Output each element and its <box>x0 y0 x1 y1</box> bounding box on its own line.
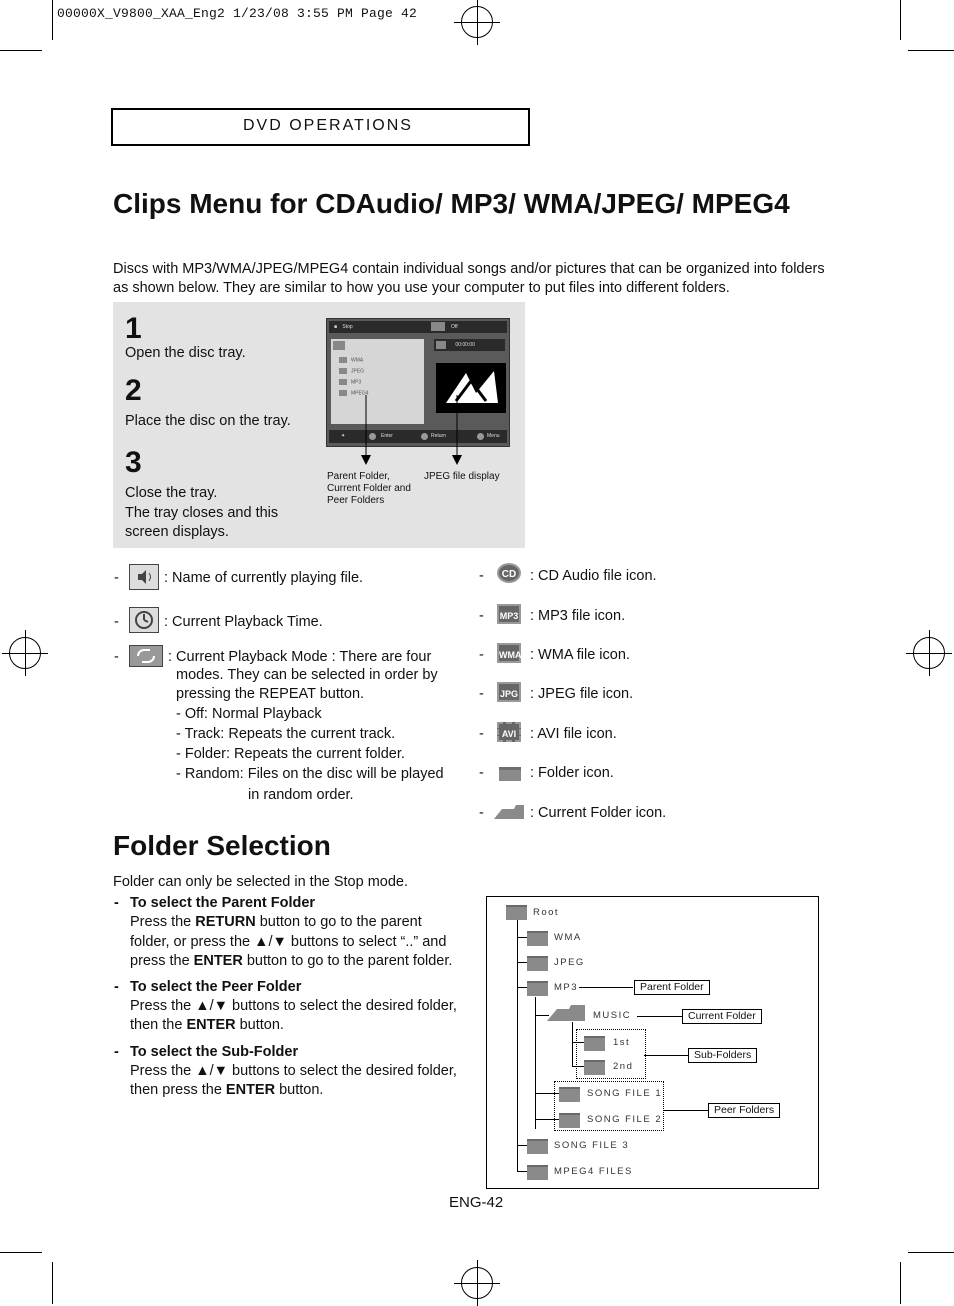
wma-icon: WMA <box>497 643 521 663</box>
list-item: MP3 <box>339 379 361 385</box>
callout-jpeg-display: JPEG file display <box>424 471 500 482</box>
page-title: Clips Menu for CDAudio/ MP3/ WMA/JPEG/ MPEG4 <box>113 188 790 219</box>
folder-icon <box>527 981 548 996</box>
current-folder-icon <box>494 803 526 821</box>
legend-dash: - <box>479 805 484 821</box>
callout-arrows <box>326 395 526 470</box>
tree-node: SONG FILE 3 <box>554 1140 630 1151</box>
list-item: JPEG <box>339 368 364 374</box>
menu-label: Menu <box>487 433 500 439</box>
pointer-line <box>579 987 633 988</box>
jpeg-icon <box>339 368 347 374</box>
osd-status: Stop <box>342 324 353 330</box>
legend-text: : MP3 file icon. <box>530 608 626 624</box>
wma-icon <box>339 357 347 363</box>
folder-icon <box>499 767 521 781</box>
crop-mark <box>908 1252 954 1253</box>
legend-text: : Current Folder icon. <box>530 805 667 821</box>
legend-dash: - <box>479 765 484 781</box>
item-heading: To select the Sub-Folder <box>130 1044 299 1060</box>
step-text: Place the disc on the tray. <box>125 413 291 429</box>
repeat-icon <box>431 322 445 331</box>
tree-node: 1st <box>613 1037 631 1048</box>
step-number: 1 <box>125 312 142 345</box>
mode-line: - Folder: Repeats the current folder. <box>176 746 405 762</box>
folder-selection-title: Folder Selection <box>113 830 331 861</box>
section-header <box>111 108 530 146</box>
speaker-icon <box>333 341 345 350</box>
legend-text: : Name of currently playing file. <box>164 570 364 586</box>
osd-time-bar <box>434 339 505 351</box>
legend-dash: - <box>114 614 119 630</box>
item-dash: - <box>114 1044 119 1060</box>
label-parent-folder: Parent Folder <box>634 980 710 995</box>
item-heading: To select the Peer Folder <box>130 979 302 995</box>
tree-node: MUSIC <box>593 1010 632 1021</box>
jpeg-icon: JPG <box>497 682 521 702</box>
legend-dash: - <box>114 570 119 586</box>
crop-mark <box>908 50 954 51</box>
legend-text: : Folder icon. <box>530 765 614 781</box>
folder-tree-diagram <box>486 896 819 1189</box>
legend-dash: - <box>479 608 484 624</box>
avi-icon: AVI <box>497 722 521 742</box>
legend-text: : WMA file icon. <box>530 647 630 663</box>
mode-line: modes. They can be selected in order by <box>176 667 438 683</box>
repeat-icon <box>129 645 163 667</box>
tree-line <box>572 1022 573 1067</box>
label-sub-folders: Sub-Folders <box>688 1048 757 1063</box>
item-heading: To select the Parent Folder <box>130 895 316 911</box>
mode-line: - Track: Repeats the current track. <box>176 726 396 742</box>
folder-icon <box>506 905 527 920</box>
crop-mark <box>0 50 42 51</box>
item-line: Press the RETURN button to go to the parent <box>130 914 422 930</box>
tree-line <box>517 962 527 963</box>
step-number: 2 <box>125 374 142 407</box>
label-peer-folders: Peer Folders <box>708 1103 780 1118</box>
print-slug: 00000X_V9800_XAA_Eng2 1/23/08 3:55 PM Page 42 <box>57 6 418 21</box>
crop-mark <box>900 1262 901 1304</box>
osd-time: 00:00:00 <box>455 342 475 348</box>
step-text: Close the tray. <box>125 485 218 501</box>
folder-icon <box>584 1036 605 1051</box>
enter-label: Enter <box>381 433 393 439</box>
clock-icon <box>436 341 446 349</box>
tree-node: SONG FILE 1 <box>587 1088 663 1099</box>
folder-icon <box>527 931 548 946</box>
mode-line: - Off: Normal Playback <box>176 706 322 722</box>
legend-text: : Current Playback Time. <box>164 614 323 630</box>
item-line: Press the ▲/▼ buttons to select the desired folder, <box>130 1063 457 1079</box>
label-current-folder: Current Folder <box>682 1009 762 1024</box>
legend-text: : JPEG file icon. <box>530 686 634 702</box>
legend-dash: - <box>114 649 119 665</box>
tree-node: SONG FILE 2 <box>587 1114 663 1125</box>
mode-line: - Random: Files on the disc will be played <box>176 766 444 782</box>
callout-folders: Parent Folder, Current Folder and Peer Folders <box>327 471 411 506</box>
item-line: Press the ▲/▼ buttons to select the desired folder, <box>130 998 457 1014</box>
folder-icon <box>527 956 548 971</box>
tree-line <box>535 997 536 1129</box>
tree-line <box>517 1171 527 1172</box>
cd-icon: CD <box>497 563 521 583</box>
return-label: Return <box>431 433 447 439</box>
legend-dash: - <box>479 726 484 742</box>
tree-node: MP3 <box>554 982 579 993</box>
item-line: then the ENTER button. <box>130 1017 284 1033</box>
legend-dash: - <box>479 647 484 663</box>
tree-node: MPEG4 FILES <box>554 1166 633 1177</box>
crop-mark <box>900 0 901 40</box>
mode-line: pressing the REPEAT button. <box>176 686 365 702</box>
intro-paragraph: Discs with MP3/WMA/JPEG/MPEG4 contain individual songs and/or pictures that can be organized into folders as shown below. They are similar to how you use your computer to put files into different folders. <box>113 261 825 296</box>
item-line: then press the ENTER button. <box>130 1082 324 1098</box>
folder-icon <box>527 1139 548 1154</box>
current-folder-icon <box>547 1005 587 1023</box>
legend-text: : Current Playback Mode : There are four <box>168 649 432 665</box>
item-dash: - <box>114 895 119 911</box>
folder-icon <box>527 1165 548 1180</box>
tree-node: 2nd <box>613 1061 634 1072</box>
list-item: WMA <box>339 357 363 363</box>
folder-icon <box>559 1087 580 1102</box>
item-line: folder, or press the ▲/▼ buttons to select “..” and <box>130 934 447 950</box>
tree-line <box>517 987 527 988</box>
pointer-line <box>664 1110 708 1111</box>
legend-text: : CD Audio file icon. <box>530 568 657 584</box>
folder-selection-note: Folder can only be selected in the Stop mode. <box>113 874 409 890</box>
stop-icon: ■ <box>334 324 338 330</box>
tree-line <box>517 919 518 1171</box>
crop-mark <box>52 0 53 40</box>
tree-node: WMA <box>554 932 582 943</box>
navigation-icon: ✦ <box>341 433 346 439</box>
clock-icon <box>129 607 159 633</box>
item-line: press the ENTER button to go to the parent folder. <box>130 953 453 969</box>
tree-line <box>517 1145 527 1146</box>
pointer-line <box>637 1016 683 1017</box>
step-subtext: The tray closes and this screen displays. <box>125 505 279 540</box>
osd-status-bar <box>329 321 507 333</box>
mode-line: in random order. <box>248 787 354 803</box>
registration-mark <box>461 1267 493 1299</box>
list-item: MPEG4 <box>339 390 369 396</box>
mp3-icon: MP3 <box>497 604 521 624</box>
folder-icon <box>584 1060 605 1075</box>
legend-text: : AVI file icon. <box>530 726 617 742</box>
registration-mark <box>9 637 41 669</box>
crop-mark <box>52 1262 53 1304</box>
crop-mark <box>0 1252 42 1253</box>
tree-node: JPEG <box>554 957 585 968</box>
item-dash: - <box>114 979 119 995</box>
pointer-line <box>644 1055 688 1056</box>
speaker-icon <box>129 564 159 590</box>
page-number: ENG-42 <box>449 1194 504 1211</box>
tree-line <box>517 937 527 938</box>
legend-dash: - <box>479 686 484 702</box>
step-text: Open the disc tray. <box>125 345 246 361</box>
mp3-icon <box>339 379 347 385</box>
tree-node-root: Root <box>533 907 560 918</box>
section-title: DVD OPERATIONS <box>243 117 413 134</box>
registration-mark <box>913 637 945 669</box>
legend-dash: - <box>479 568 484 584</box>
folder-icon <box>559 1113 580 1128</box>
registration-mark <box>461 6 493 38</box>
osd-mode: Off <box>451 324 458 330</box>
step-number: 3 <box>125 446 142 479</box>
